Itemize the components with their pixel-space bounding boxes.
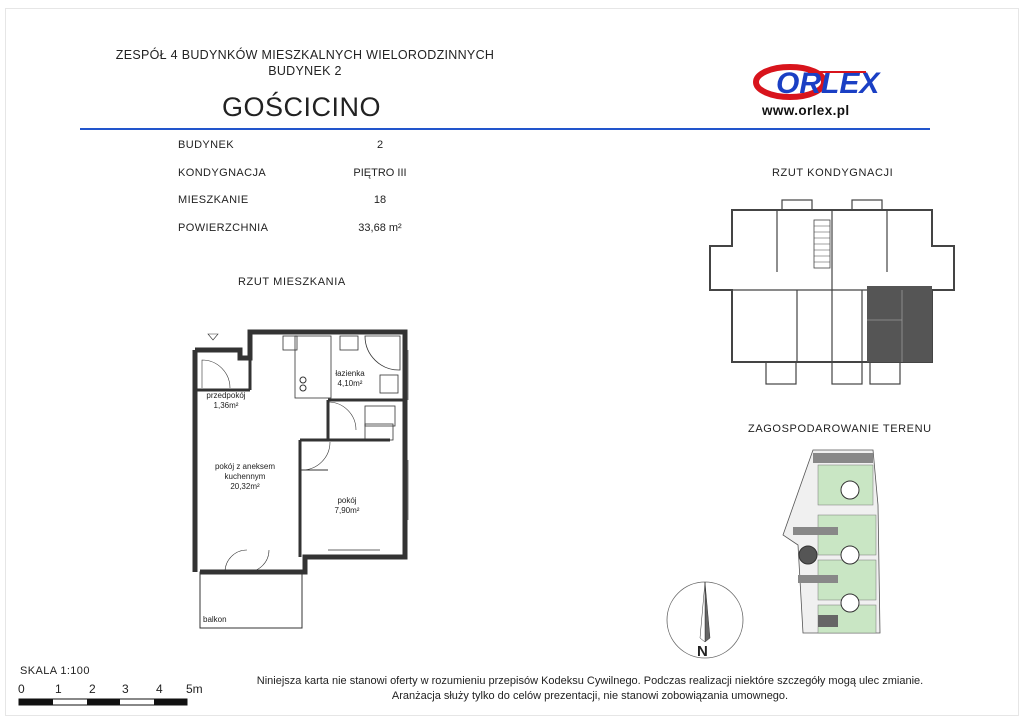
room-pokoj: [322, 496, 372, 516]
info-value-powierzchnia: 33,68 m²: [358, 222, 402, 234]
header-line1: ZESPÓŁ 4 BUDYNKÓW MIESZKALNYCH WIELORODZINNYCH: [115, 48, 495, 62]
logo-url: www.orlex.pl: [762, 103, 850, 118]
page-title: GOŚCICINO: [222, 92, 382, 122]
info-value-mieszkanie: 18: [373, 194, 387, 206]
info-value-kondygnacja: PIĘTRO III: [353, 167, 407, 179]
orlex-logo: [748, 62, 938, 106]
room-pokoj-aneks-name1: pokój z aneksem: [214, 462, 276, 471]
scale-tick-2: 2: [89, 682, 96, 696]
info-label-mieszkanie: MIESZKANIE: [178, 194, 249, 206]
header-line2: BUDYNEK 2: [268, 64, 342, 78]
room-lazienka: [325, 369, 375, 389]
scale-tick-4: 4: [156, 682, 163, 696]
scale-bar: [18, 698, 218, 708]
header-divider: [80, 128, 930, 130]
room-pokoj-area: 7,90m²: [334, 506, 360, 515]
room-lazienka-area: 4,10m²: [337, 379, 363, 388]
disclaimer-line1: Niniejsza karta nie stanowi oferty w rozumieniu przepisów Kodeksu Cywilnego. Podczas realizacji niektóre szczegóły mogą ulec zmianie.: [256, 675, 924, 687]
scale-tick-3: 3: [122, 682, 129, 696]
section-rzut-mieszkania: RZUT MIESZKANIA: [238, 276, 346, 288]
section-zagospodarowanie: ZAGOSPODAROWANIE TERENU: [748, 423, 932, 435]
info-label-budynek: BUDYNEK: [178, 139, 234, 151]
disclaimer-line2: Aranżacja służy tylko do celów prezentacji, nie stanowi zobowiązania umownego.: [391, 690, 789, 702]
room-lazienka-name: łazienka: [335, 369, 365, 378]
scale-label: SKALA 1:100: [20, 665, 90, 677]
room-pokoj-aneks-name2: kuchennym: [224, 472, 266, 481]
scale-tick-0: 0: [18, 682, 25, 696]
highlighted-unit: [867, 286, 932, 362]
info-value-budynek: 2: [376, 139, 384, 151]
room-balkon: balkon: [203, 615, 227, 624]
room-pokoj-aneks-area: 20,32m²: [230, 482, 260, 491]
room-przedpokoj-area: 1,36m²: [213, 401, 239, 410]
scale-tick-5m: 5m: [186, 682, 203, 696]
room-pokoj-name: pokój: [337, 496, 357, 505]
site-plan: [778, 445, 888, 640]
scale-tick-1: 1: [55, 682, 62, 696]
info-label-powierzchnia: POWIERZCHNIA: [178, 222, 269, 234]
logo-brand-text: ORLEX: [776, 67, 880, 100]
room-przedpokoj-name: przedpokój: [206, 391, 246, 400]
room-pokoj-aneks: [200, 462, 290, 492]
floor-plan: [702, 190, 964, 390]
section-rzut-kondygnacji: RZUT KONDYGNACJI: [772, 167, 894, 179]
compass-north-label: N: [697, 643, 708, 660]
room-przedpokoj: [196, 391, 256, 411]
info-label-kondygnacja: KONDYGNACJA: [178, 167, 267, 179]
